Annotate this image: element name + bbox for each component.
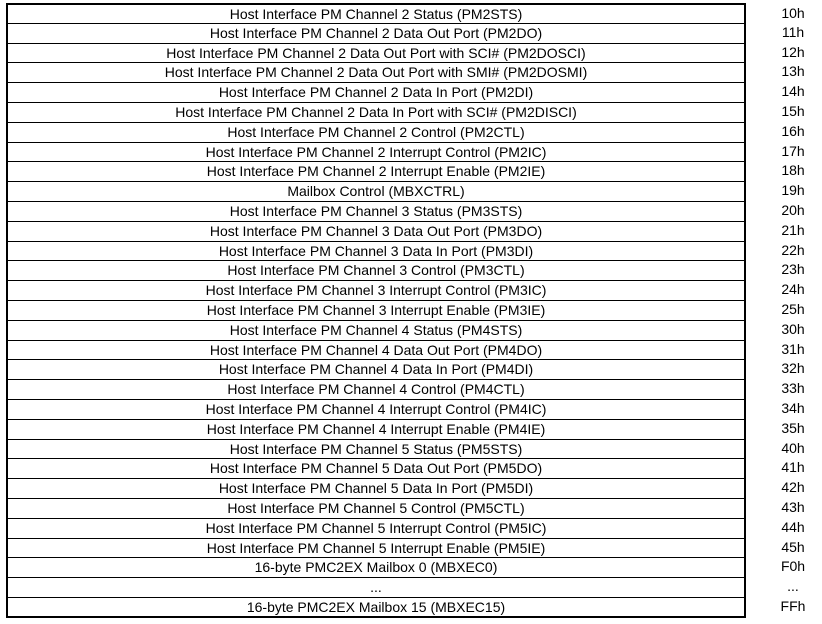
register-offset: 18h	[781, 162, 805, 179]
register-row	[6, 538, 822, 558]
register-name: Host Interface PM Channel 4 Data In Port (PM4DI)	[6, 359, 746, 379]
register-name: 16-byte PMC2EX Mailbox 0 (MBXEC0)	[6, 557, 746, 577]
register-row	[6, 122, 822, 142]
register-name: Host Interface PM Channel 2 Control (PM2CTL)	[6, 122, 746, 142]
register-name: Host Interface PM Channel 4 Data Out Port (PM4DO)	[6, 340, 746, 360]
register-offset: 24h	[781, 281, 805, 298]
register-offset: 34h	[781, 399, 805, 416]
register-offset: 23h	[781, 261, 805, 278]
register-offset: 45h	[781, 538, 805, 555]
register-offset: F0h	[780, 558, 806, 575]
register-offset: 16h	[781, 122, 805, 139]
register-row	[6, 23, 822, 43]
register-name: Host Interface PM Channel 2 Interrupt Control (PM2IC)	[6, 142, 746, 162]
register-offset: 22h	[781, 241, 805, 258]
register-row	[6, 241, 822, 261]
register-name: Host Interface PM Channel 3 Data Out Port (PM3DO)	[6, 221, 746, 241]
register-row	[6, 142, 822, 162]
register-offset: 43h	[781, 498, 805, 515]
register-name: Host Interface PM Channel 5 Data Out Port (PM5DO)	[6, 458, 746, 478]
register-offset: 20h	[781, 201, 805, 218]
register-name: Host Interface PM Channel 2 Interrupt Enable (PM2IE)	[6, 161, 746, 181]
register-row	[6, 102, 822, 122]
register-name: Host Interface PM Channel 3 Interrupt Enable (PM3IE)	[6, 300, 746, 320]
register-offset: 31h	[781, 340, 805, 357]
register-row	[6, 419, 822, 439]
register-name: Host Interface PM Channel 4 Control (PM4CTL)	[6, 379, 746, 399]
register-offset: FFh	[780, 597, 806, 614]
register-row	[6, 340, 822, 360]
register-offset: ...	[787, 578, 799, 595]
register-name: Host Interface PM Channel 5 Status (PM5STS)	[6, 439, 746, 459]
register-offset: 10h	[781, 5, 805, 21]
register-row	[6, 3, 822, 23]
register-offset: 15h	[781, 102, 805, 119]
register-offset: 25h	[781, 300, 805, 317]
register-name: Mailbox Control (MBXCTRL)	[6, 181, 746, 201]
register-name: Host Interface PM Channel 4 Status (PM4STS)	[6, 320, 746, 340]
register-name: Host Interface PM Channel 2 Data Out Port with SMI# (PM2DOSMI)	[6, 62, 746, 82]
register-offset: 44h	[781, 518, 805, 535]
register-offset: 19h	[781, 182, 805, 199]
register-row	[6, 399, 822, 419]
register-row	[6, 518, 822, 538]
register-name: Host Interface PM Channel 5 Interrupt Control (PM5IC)	[6, 518, 746, 538]
register-offset: 30h	[781, 320, 805, 337]
register-name: Host Interface PM Channel 4 Interrupt Control (PM4IC)	[6, 399, 746, 419]
register-name: Host Interface PM Channel 5 Data In Port (PM5DI)	[6, 478, 746, 498]
register-name: Host Interface PM Channel 2 Data In Port (PM2DI)	[6, 82, 746, 102]
register-name: Host Interface PM Channel 3 Control (PM3CTL)	[6, 260, 746, 280]
register-row	[6, 260, 822, 280]
register-offset: 12h	[781, 43, 805, 60]
register-map	[6, 3, 822, 617]
register-offset: 32h	[781, 360, 805, 377]
register-row	[6, 161, 822, 181]
register-row	[6, 320, 822, 340]
register-row	[6, 221, 822, 241]
register-row	[6, 597, 822, 617]
register-name: Host Interface PM Channel 3 Interrupt Control (PM3IC)	[6, 280, 746, 300]
register-offset: 35h	[781, 419, 805, 436]
register-row	[6, 43, 822, 63]
register-offset: 11h	[781, 23, 805, 40]
register-name: Host Interface PM Channel 2 Data Out Port with SCI# (PM2DOSCI)	[6, 43, 746, 63]
register-name: Host Interface PM Channel 2 Status (PM2STS)	[6, 3, 746, 23]
register-row	[6, 359, 822, 379]
register-name: Host Interface PM Channel 5 Interrupt Enable (PM5IE)	[6, 538, 746, 558]
register-offset: 14h	[781, 83, 805, 100]
register-offset: 33h	[781, 380, 805, 397]
register-row	[6, 280, 822, 300]
register-name: Host Interface PM Channel 5 Control (PM5CTL)	[6, 498, 746, 518]
register-row	[6, 498, 822, 518]
register-name: Host Interface PM Channel 3 Data In Port (PM3DI)	[6, 241, 746, 261]
register-offset: 13h	[781, 63, 805, 80]
register-row	[6, 458, 822, 478]
register-row	[6, 181, 822, 201]
register-name: Host Interface PM Channel 3 Status (PM3STS)	[6, 201, 746, 221]
register-offset: 21h	[781, 221, 805, 238]
register-offset: 41h	[781, 459, 805, 476]
register-row	[6, 62, 822, 82]
register-offset: 17h	[781, 142, 805, 159]
register-row	[6, 557, 822, 577]
register-row	[6, 439, 822, 459]
register-name: Host Interface PM Channel 2 Data In Port with SCI# (PM2DISCI)	[6, 102, 746, 122]
register-row	[6, 577, 822, 597]
register-name: Host Interface PM Channel 2 Data Out Port (PM2DO)	[6, 23, 746, 43]
register-name: Host Interface PM Channel 4 Interrupt Enable (PM4IE)	[6, 419, 746, 439]
register-row	[6, 478, 822, 498]
register-row	[6, 82, 822, 102]
register-row	[6, 300, 822, 320]
register-offset: 42h	[781, 479, 805, 496]
register-name: 16-byte PMC2EX Mailbox 15 (MBXEC15)	[6, 597, 746, 618]
register-name: ...	[6, 577, 746, 597]
register-offset: 40h	[781, 439, 805, 456]
register-row	[6, 379, 822, 399]
register-row	[6, 201, 822, 221]
